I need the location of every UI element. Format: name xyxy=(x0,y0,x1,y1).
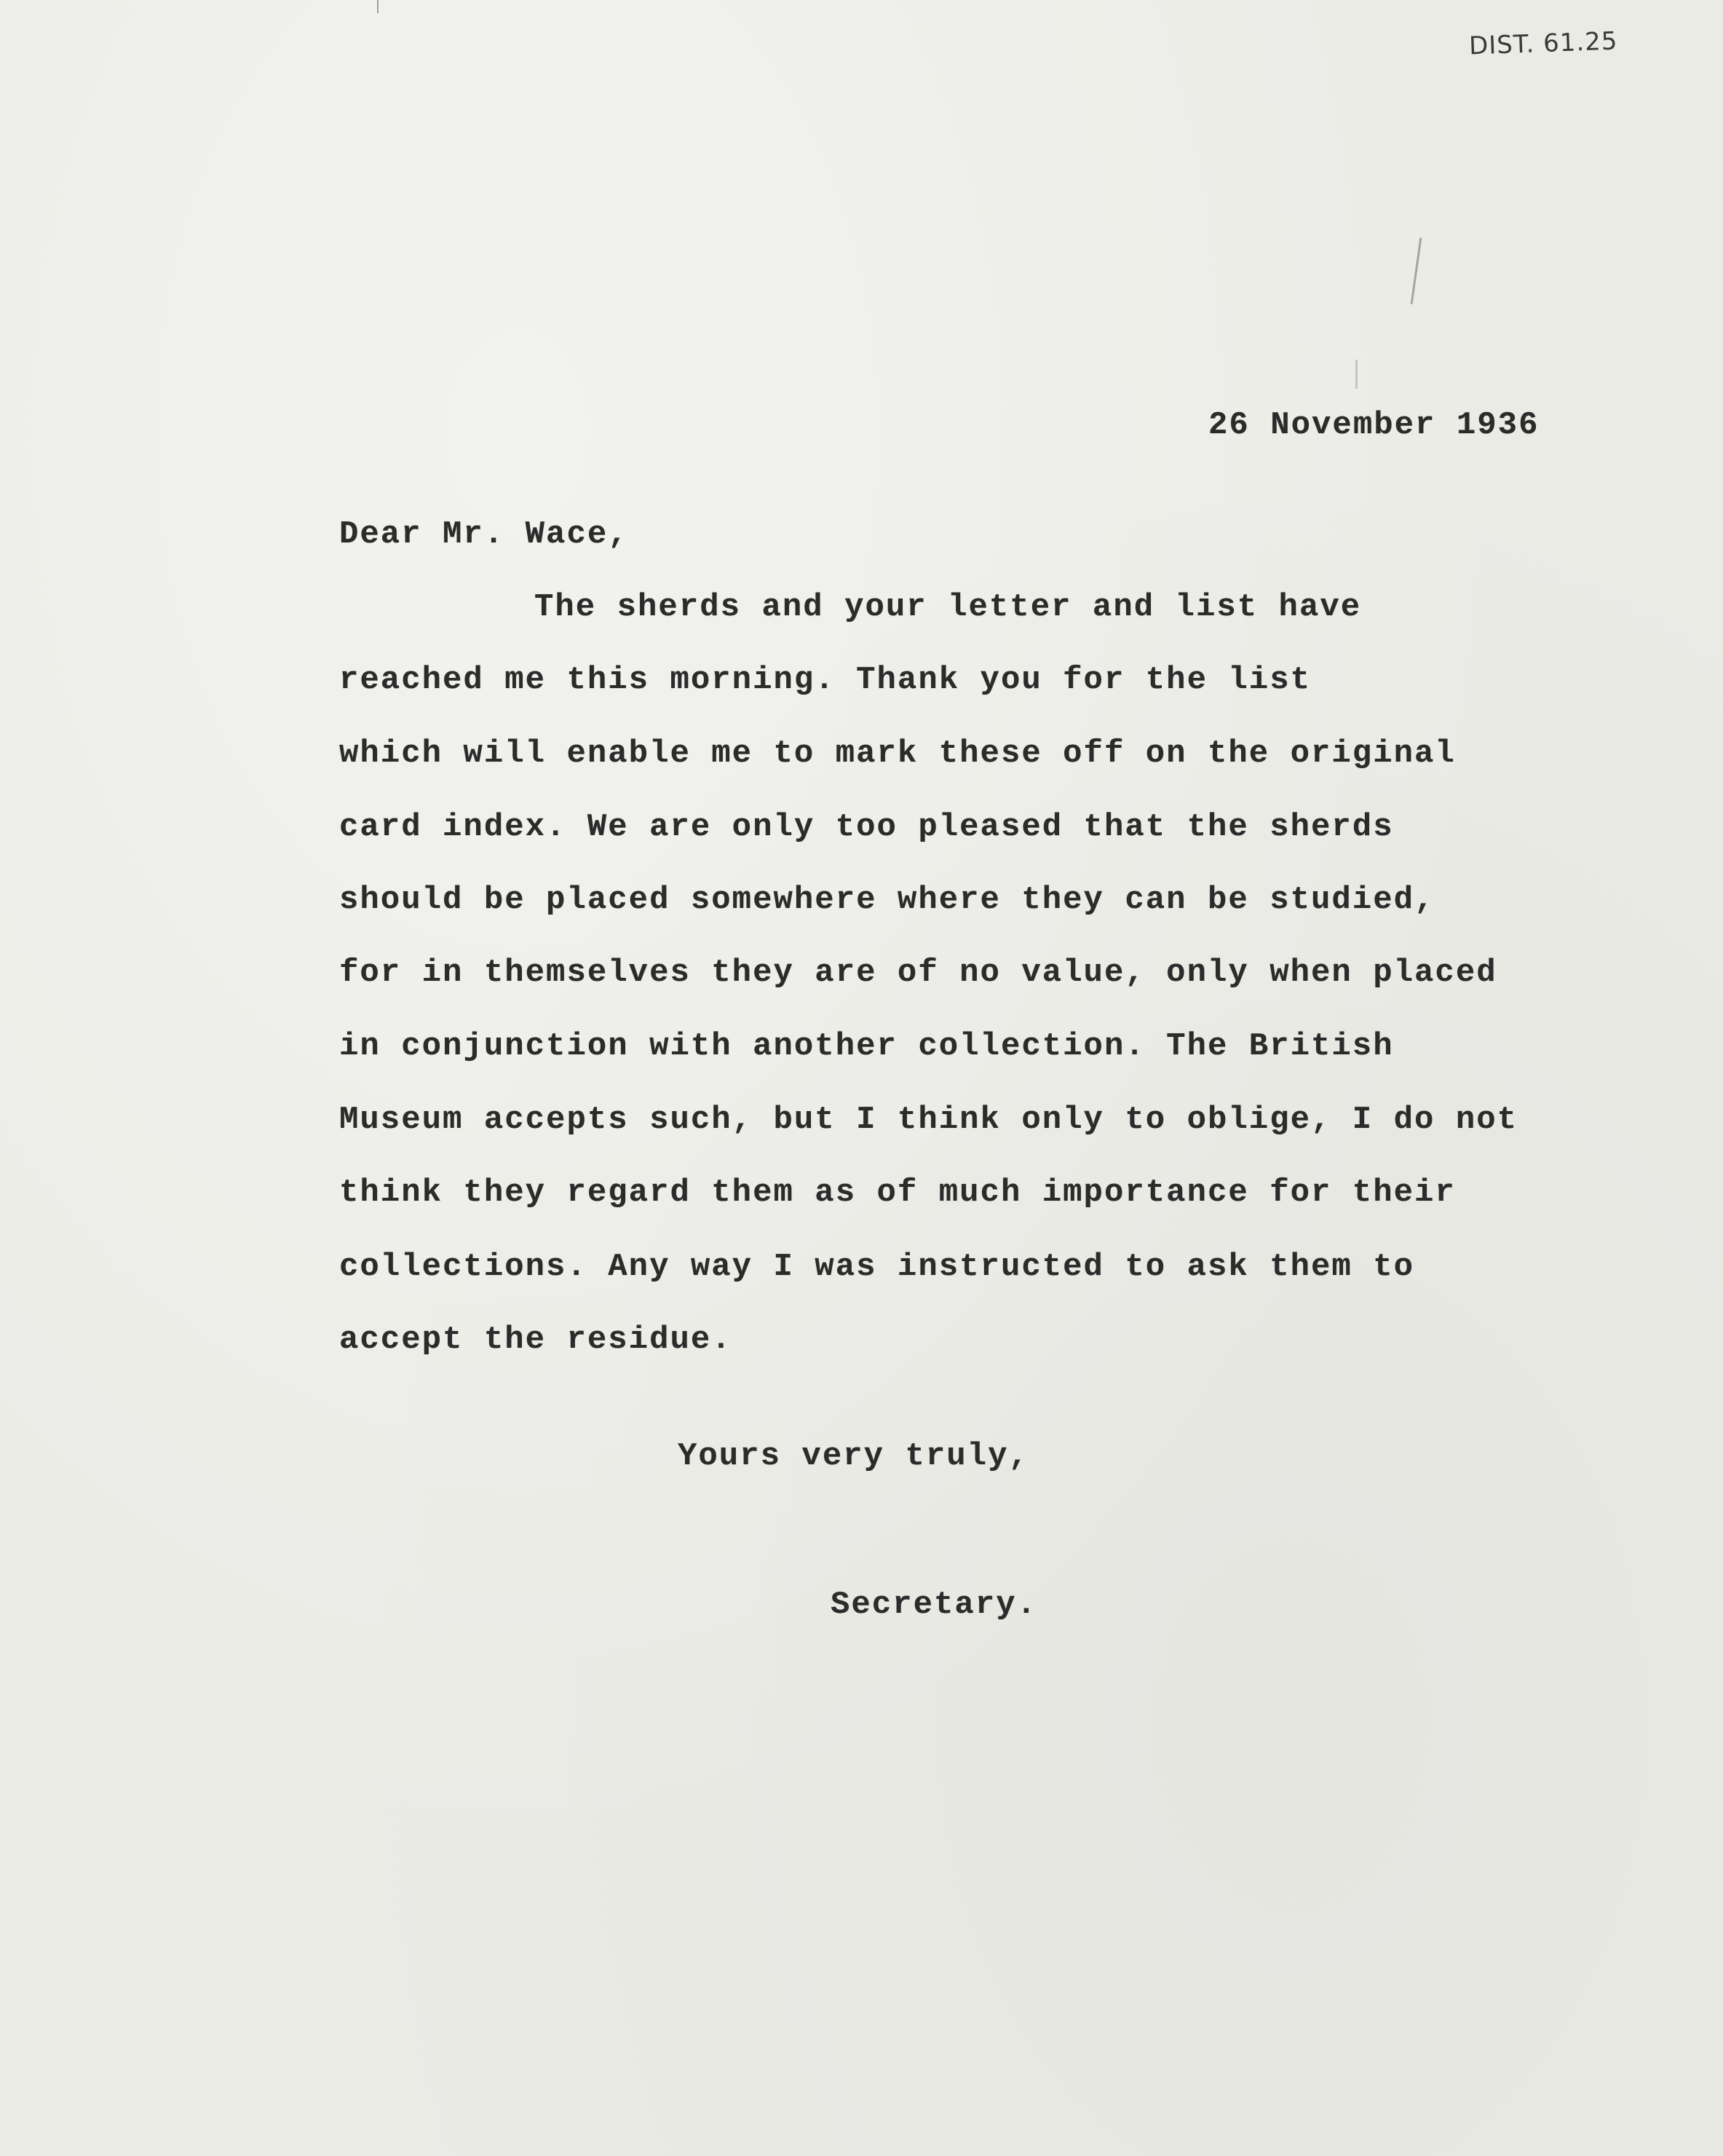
body-line: Museum accepts such, but I think only to oblige, I do not xyxy=(339,1102,1518,1138)
body-line: collections. Any way I was instructed to ask them to xyxy=(339,1249,1415,1285)
closing: Yours very truly, xyxy=(678,1438,1029,1474)
body-line: reached me this morning. Thank you for the list xyxy=(339,662,1312,698)
body-line: which will enable me to mark these off on the original xyxy=(339,735,1456,772)
body-line: should be placed somewhere where they can be studied, xyxy=(339,882,1435,918)
pencil-mark xyxy=(1355,360,1358,389)
salutation: Dear Mr. Wace, xyxy=(339,516,629,553)
body-line: in conjunction with another collection. The British xyxy=(339,1028,1394,1065)
pencil-mark xyxy=(1411,237,1422,304)
body-line: accept the residue. xyxy=(339,1322,732,1358)
archive-reference: DIST. 61.25 xyxy=(1468,26,1619,61)
pencil-mark xyxy=(377,0,379,13)
letter-date: 26 November 1936 xyxy=(1208,407,1540,443)
body-line: for in themselves they are of no value, only when placed xyxy=(339,955,1497,991)
body-line: think they regard them as of much importance for their xyxy=(339,1174,1456,1211)
body-line: card index. We are only too pleased that the sherds xyxy=(339,809,1394,845)
signature-title: Secretary. xyxy=(831,1587,1038,1623)
body-line: The sherds and your letter and list have xyxy=(534,589,1362,625)
